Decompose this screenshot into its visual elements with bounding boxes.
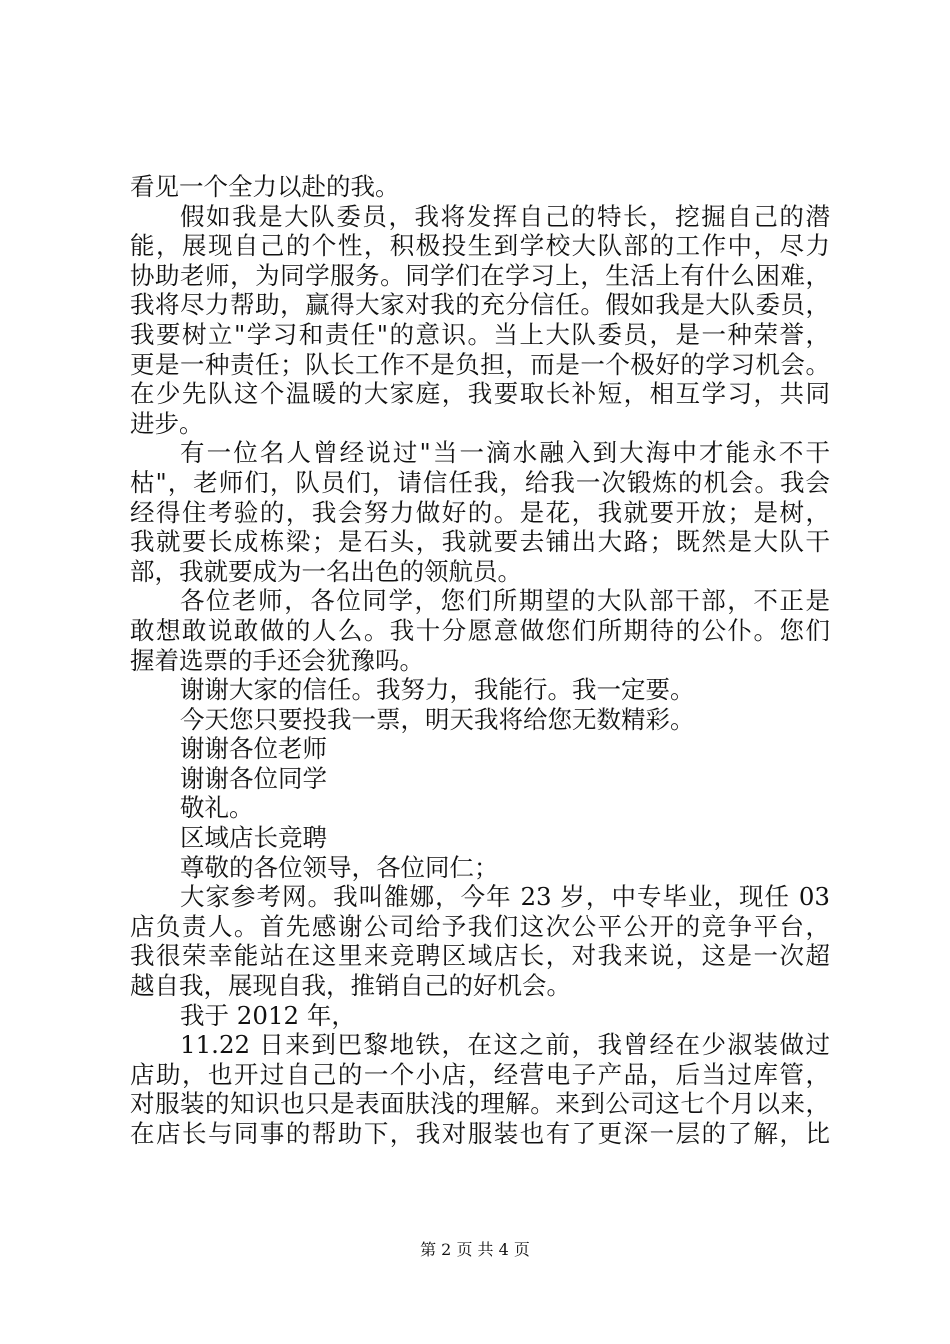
text-line: 各位老师，各位同学，您们所期望的大队部干部，不正是 [180,586,830,616]
text-line: 有一位名人曾经说过"当一滴水融入到大海中才能永不干 [180,438,830,468]
text-line: 我于 2012 年， [180,1000,356,1030]
text-line: 店助，也开过自己的一个小店，经营电子产品，后当过库管， [130,1059,830,1089]
text-line: 我就要长成栋梁；是石头，我就要去铺出大路；既然是大队干 [130,527,830,557]
text-line: 敢想敢说敢做的人么。我十分愿意做您们所期待的公仆。您们 [130,615,830,645]
document-body [130,172,830,1149]
text-line: 进步。 [130,408,204,438]
text-line: 枯"，老师们，队员们，请信任我，给我一次锻炼的机会。我会 [130,467,830,497]
text-line: 谢谢各位同学 [180,763,327,793]
text-line: 能，展现自己的个性，积极投生到学校大队部的工作中，尽力 [130,231,830,261]
text-line: 更是一种责任；队长工作不是负担，而是一个极好的学习机会。 [130,349,830,379]
text-line: 今天您只要投我一票，明天我将给您无数精彩。 [180,704,695,734]
page-footer: 第 2 页 共 4 页 [420,1240,530,1259]
text-line: 大家参考网。我叫雒娜，今年 23 岁，中专毕业，现任 03 [180,882,830,912]
text-line: 区域店长竞聘 [180,823,327,853]
text-line: 看见一个全力以赴的我。 [130,172,400,201]
text-line: 在少先队这个温暖的大家庭，我要取长补短，相互学习，共同 [130,379,830,409]
text-line: 部，我就要成为一名出色的领航员。 [130,556,522,586]
text-line: 谢谢大家的信任。我努力，我能行。我一定要。 [180,675,695,705]
text-line: 尊敬的各位领导，各位同仁； [180,852,499,882]
text-line: 越自我，展现自我，推销自己的好机会。 [130,971,571,1001]
text-line: 对服装的知识也只是表面肤浅的理解。来到公司这七个月以来， [130,1089,830,1119]
text-line: 店负责人。首先感谢公司给予我们这次公平公开的竞争平台， [130,911,830,941]
text-line: 握着选票的手还会犹豫吗。 [130,645,424,675]
text-line: 假如我是大队委员，我将发挥自己的特长，挖掘自己的潜 [180,201,830,231]
text-line: 我很荣幸能站在这里来竞聘区域店长，对我来说，这是一次超 [130,941,830,971]
text-line: 经得住考验的，我会努力做好的。是花，我就要开放；是树， [130,497,830,527]
text-line: 在店长与同事的帮助下，我对服装也有了更深一层的了解，比 [130,1119,830,1148]
text-line: 我将尽力帮助，赢得大家对我的充分信任。假如我是大队委员， [130,290,830,320]
text-line: 我要树立"学习和责任"的意识。当上大队委员，是一种荣誉， [130,319,830,349]
text-line: 谢谢各位老师 [180,734,327,764]
text-line: 11.22 日来到巴黎地铁，在这之前，我曾经在少淑装做过 [180,1030,830,1060]
text-line: 敬礼。 [180,793,254,823]
text-line: 协助老师，为同学服务。同学们在学习上，生活上有什么困难， [130,260,830,290]
